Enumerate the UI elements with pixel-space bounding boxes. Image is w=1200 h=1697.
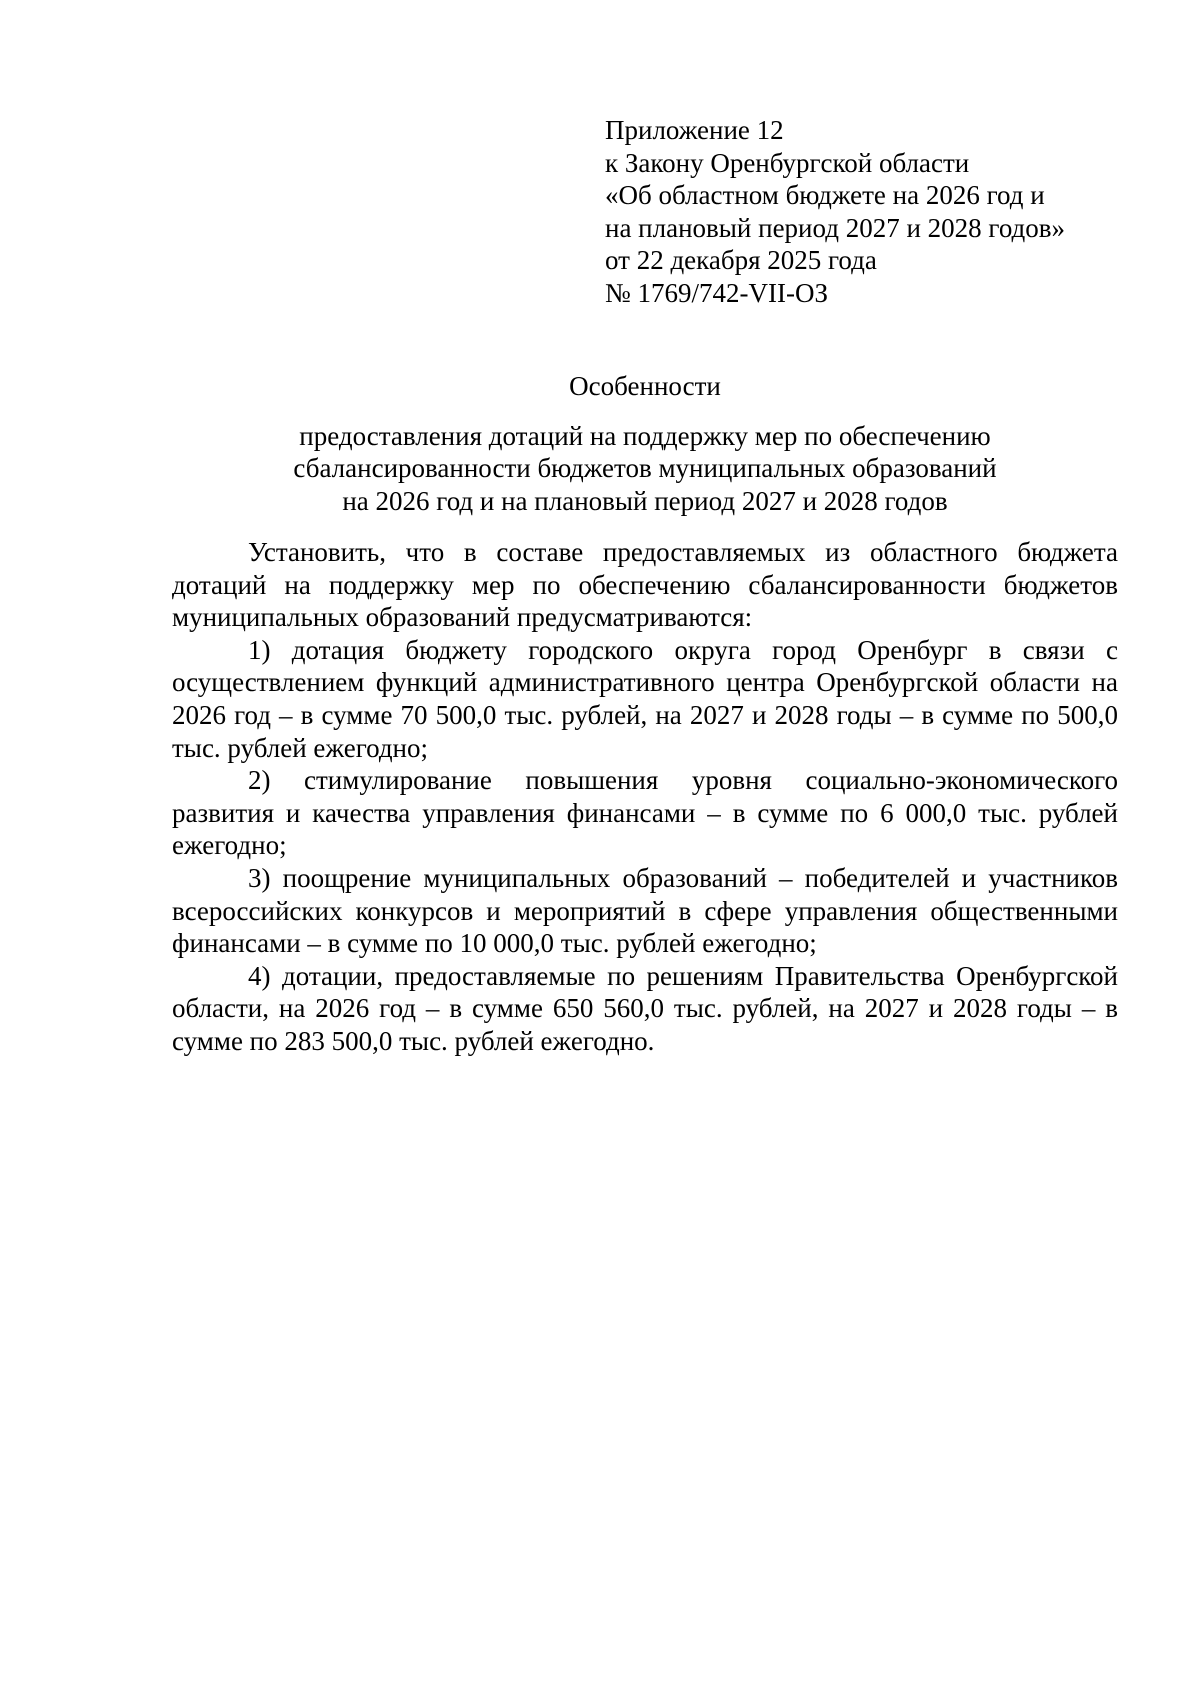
list-item-2: 2) стимулирование повышения уровня социально-экономического развития и качества управления финансами – в сумме по 6 000,0 тыс. рублей ежегодно; [172,765,1118,861]
appendix-number: Приложение 12 [605,115,784,145]
appendix-law-title-line-1: «Об областном бюджете на 2026 год и [605,180,1045,210]
title-line-1: предоставления дотаций на поддержку мер по обеспечению [299,420,991,451]
appendix-law-title-line-2: на плановый период 2027 и 2028 годов» [605,212,1066,243]
list-item-4: 4) дотации, предоставляемые по решениям Правительства Оренбургской области, на 2026 год – в сумме 650 560,0 тыс. рублей, на 2027 и 2028 годы – в сумме по 283 500,0 тыс. рублей ежегодно. [172,960,1118,1056]
title-heading: Особенности [569,371,721,401]
appendix-date: от 22 декабря 2025 года [605,245,877,275]
appendix-header [605,114,1065,309]
appendix-law-ref: к Закону Оренбургской области [605,147,970,178]
list-item-1: 1) дотация бюджету городского округа город Оренбург в связи с осуществлением функций административного центра Оренбургской области на 2026 год – в сумме 70 500,0 тыс. рублей, на 2027 и 2028 годы – в сумме по 500,0 тыс. рублей ежегодно; [172,634,1118,763]
list-item-3: 3) поощрение муниципальных образований – победителей и участников всероссийских конкурсов и мероприятий в сфере управления общественными финансами – в сумме по 10 000,0 тыс. рублей ежегодно; [172,862,1118,959]
document-title [172,370,1118,517]
appendix-law-number: № 1769/742-VII-ОЗ [605,277,829,308]
title-line-3: на 2026 год и на плановый период 2027 и 2028 годов [342,485,948,516]
title-line-2: сбалансированности бюджетов муниципальных образований [293,453,997,483]
intro-paragraph: Установить, что в составе предоставляемых из областного бюджета дотаций на поддержку мер по обеспечению сбалансированности бюджетов муниципальных образований предусматриваются: [172,537,1118,633]
document-body [172,536,1118,1058]
